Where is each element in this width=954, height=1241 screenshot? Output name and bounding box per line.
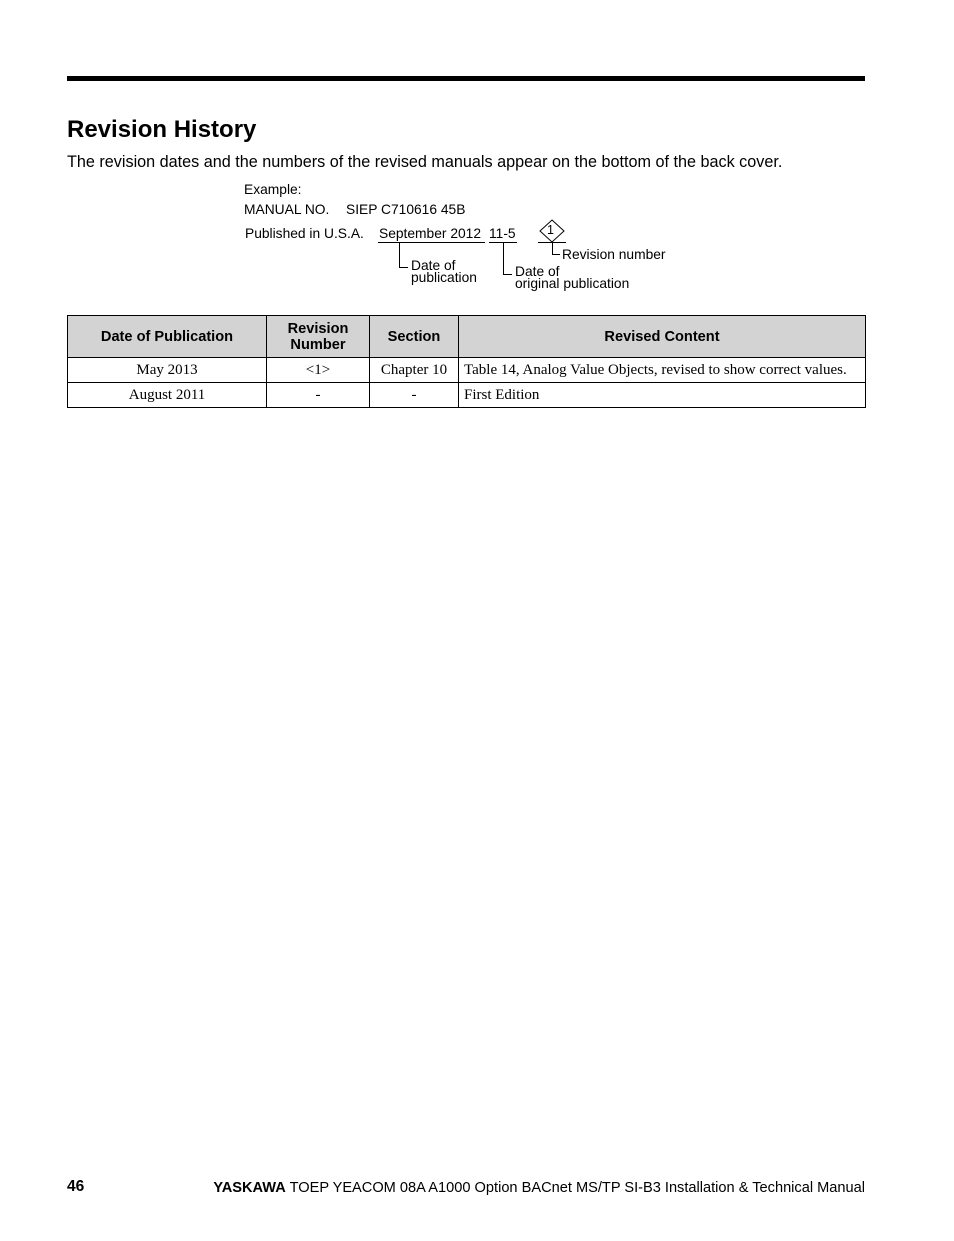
cell-revision: -	[267, 383, 370, 408]
manual-no-value: SIEP C710616 45B	[346, 202, 466, 217]
cell-revision: <1>	[267, 358, 370, 383]
footer-title-text: TOEP YEACOM 08A A1000 Option BACnet MS/TP SI-B3 Installation & Technical Manual	[285, 1180, 865, 1196]
callout-orig-line2: original publication	[515, 276, 630, 291]
date-underline	[378, 242, 485, 243]
cell-content: First Edition	[459, 383, 866, 408]
cell-date: August 2011	[68, 383, 267, 408]
rev-callout-vline	[552, 243, 553, 254]
header-revision-line2: Number	[290, 336, 346, 353]
cell-date: May 2013	[68, 358, 267, 383]
table-header-row	[68, 316, 866, 358]
date-callout-hline	[399, 267, 408, 268]
original-code: 11-5	[489, 226, 516, 241]
orig-callout-hline	[503, 274, 512, 275]
orig-callout-vline	[503, 243, 504, 274]
example-label: Example:	[244, 182, 302, 197]
header-content: Revised Content	[459, 316, 866, 358]
revision-symbol: 1	[547, 223, 554, 237]
page-number: 46	[67, 1178, 85, 1195]
intro-paragraph: The revision dates and the numbers of the revised manuals appear on the bottom of the back cover.	[67, 153, 783, 171]
callout-revision: Revision number	[562, 247, 666, 262]
footer-brand: YASKAWA	[213, 1180, 286, 1196]
header-date: Date of Publication	[68, 316, 267, 358]
published-label: Published in U.S.A.	[245, 226, 364, 241]
header-revision	[267, 316, 370, 358]
callout-date-line1: Date of	[411, 258, 456, 273]
page-title: Revision History	[67, 116, 257, 143]
header-section: Section	[370, 316, 459, 358]
footer-manual-title	[213, 1179, 865, 1197]
table-row	[68, 383, 866, 408]
rev-callout-hline	[552, 254, 560, 255]
manual-no-label: MANUAL NO.	[244, 202, 330, 217]
revision-table	[67, 315, 866, 408]
cell-section: Chapter 10	[370, 358, 459, 383]
header-revision-line1: Revision	[287, 320, 349, 337]
callout-orig-line1: Date of	[515, 264, 560, 279]
table-row	[68, 358, 866, 383]
example-diagram	[0, 0, 954, 300]
published-date: September 2012	[379, 226, 482, 241]
callout-date-line2: publication	[411, 270, 477, 285]
cell-content: Table 14, Analog Value Objects, revised to show correct values.	[459, 358, 866, 383]
cell-section: -	[370, 383, 459, 408]
date-callout-vline	[399, 243, 400, 267]
